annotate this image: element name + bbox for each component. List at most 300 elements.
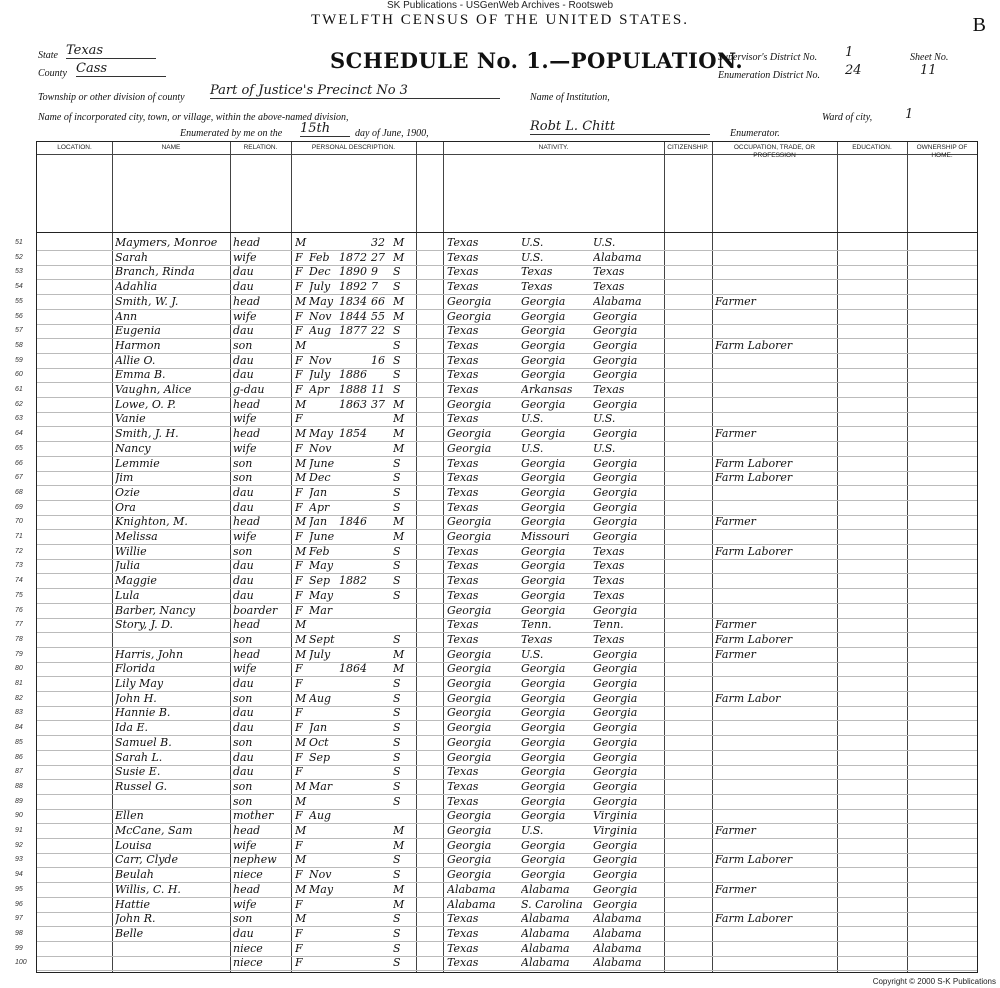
cell-birth: Georgia — [447, 824, 492, 837]
cell-name: Julia — [115, 559, 141, 573]
cell-cond: S — [393, 721, 401, 735]
cell-birth: Texas — [447, 324, 479, 338]
line-number: 70 — [15, 518, 23, 526]
relation-header: RELATION. — [243, 144, 278, 151]
cell-mother: Texas — [593, 632, 625, 646]
table-row — [15, 677, 977, 692]
line-number: 88 — [15, 782, 23, 790]
table-row — [15, 809, 977, 824]
cell-birth: Georgia — [447, 647, 492, 661]
cell-name: Willis, C. H. — [115, 882, 181, 896]
line-number: 86 — [15, 753, 23, 761]
cell-month: June — [309, 530, 335, 543]
schedule-title: SCHEDULE No. 1.—POPULATION. — [330, 48, 744, 73]
cell-cond: S — [393, 912, 401, 926]
table-row — [15, 515, 977, 530]
cell-age: 22 — [371, 324, 385, 338]
cell-rel: dau — [233, 765, 254, 779]
cell-rel: niece — [233, 941, 263, 955]
cell-name: Barber, Nancy — [115, 603, 196, 617]
cell-sex: F — [295, 956, 303, 970]
cell-father: Georgia — [521, 368, 566, 382]
line-number: 51 — [15, 239, 23, 246]
cell-mother: Texas — [593, 280, 625, 294]
cell-mother: Georgia — [593, 691, 638, 705]
table-row — [15, 735, 977, 751]
education-header: EDUCATION. — [852, 144, 892, 151]
cell-mother: Alabama — [593, 926, 642, 940]
cell-month: Sept — [309, 632, 335, 646]
cell-sex: F — [295, 750, 303, 764]
cell-birth: Texas — [447, 383, 479, 396]
cell-rel: son — [233, 779, 253, 793]
cell-month: Jan — [309, 485, 328, 499]
cell-birth: Georgia — [447, 662, 492, 676]
cell-sex: M — [295, 456, 307, 470]
cell-birth: Georgia — [447, 868, 492, 882]
cell-cond: M — [393, 294, 405, 308]
cell-year: 1882 — [339, 574, 367, 588]
cell-father: Georgia — [521, 603, 566, 617]
cell-father: Georgia — [521, 353, 566, 367]
line-number: 56 — [15, 312, 23, 320]
cell-mother: Georgia — [593, 353, 638, 367]
cell-name: Ida E. — [115, 721, 148, 735]
cell-occ: Farmer — [715, 882, 756, 896]
cell-cond: S — [393, 677, 401, 690]
cell-name: Vaughn, Alice — [115, 383, 192, 396]
cell-year: 1877 — [339, 324, 367, 338]
cell-name: Jim — [115, 471, 134, 485]
cell-rel: dau — [233, 368, 254, 382]
cell-mother: Georgia — [593, 735, 638, 749]
cell-sex: F — [295, 677, 303, 690]
cell-rel: dau — [233, 500, 254, 514]
cell-sex: F — [295, 368, 303, 382]
cell-birth: Texas — [447, 794, 479, 808]
cell-mother: Georgia — [593, 309, 638, 323]
cell-father: Georgia — [521, 397, 566, 411]
citizenship-header: CITIZENSHIP. — [667, 144, 709, 151]
cell-name: Vanie — [115, 412, 146, 426]
line-number: 59 — [15, 356, 23, 364]
cell-sex: F — [295, 897, 303, 911]
cell-mother: Texas — [593, 544, 625, 558]
occupation-header: OCCUPATION, TRADE, OR PROFESSION — [733, 144, 816, 159]
census-title: TWELFTH CENSUS OF THE UNITED STATES. — [310, 12, 690, 28]
cell-sex: F — [295, 926, 303, 940]
cell-birth: Alabama — [447, 882, 496, 896]
cell-cond: S — [393, 956, 401, 970]
cell-birth: Texas — [447, 368, 479, 382]
cell-sex: F — [295, 500, 303, 514]
cell-name: Hattie — [115, 897, 151, 911]
cell-sex: M — [295, 912, 307, 926]
cell-mother: Tenn. — [593, 618, 624, 632]
table-row — [15, 706, 977, 721]
line-number: 83 — [15, 709, 23, 717]
cell-father: Texas — [521, 265, 553, 279]
cell-sex: F — [295, 250, 303, 264]
table-row — [15, 530, 977, 545]
table-row — [15, 397, 977, 413]
institution-label: Name of Institution, — [530, 92, 610, 103]
cell-month: Aug — [309, 324, 332, 338]
cell-father: Georgia — [521, 427, 566, 441]
cell-rel: dau — [233, 588, 254, 602]
table-row — [15, 941, 977, 957]
cell-father: Georgia — [521, 853, 566, 867]
cell-mother: Georgia — [593, 456, 638, 470]
cell-father: Alabama — [521, 956, 570, 970]
table-row — [15, 926, 977, 942]
cell-sex: F — [295, 383, 303, 396]
cell-mother: Texas — [593, 574, 625, 588]
county-value: Cass — [76, 61, 166, 77]
cell-sex: M — [295, 853, 307, 867]
enumerator-label: Enumerator. — [730, 128, 780, 139]
ownership-header: OWNERSHIP OF HOME. — [916, 144, 968, 159]
watermark: SK Publications - USGenWeb Archives - Rootsweb — [386, 0, 614, 11]
cell-rel: head — [233, 427, 261, 441]
cell-cond: M — [393, 530, 405, 543]
cell-sex: M — [295, 794, 307, 808]
cell-father: Georgia — [521, 500, 566, 514]
cell-father: Georgia — [521, 456, 566, 470]
copyright: Copyright © 2000 S-K Publications — [872, 977, 996, 986]
cell-mother: Alabama — [593, 941, 642, 955]
cell-cond: M — [393, 882, 405, 896]
cell-father: Georgia — [521, 544, 566, 558]
line-number: 67 — [15, 474, 23, 482]
cell-name: Adahlia — [115, 280, 158, 294]
cell-father: U.S. — [521, 647, 544, 661]
cell-occ: Farm Laborer — [715, 456, 793, 470]
cell-sex: F — [295, 838, 303, 852]
cell-name: Harris, John — [115, 647, 184, 661]
cell-cond: S — [393, 485, 401, 499]
cell-name: Maggie — [115, 574, 157, 588]
cell-cond: M — [393, 662, 405, 676]
cell-rel: wife — [233, 441, 257, 455]
cell-name: Russel G. — [115, 779, 168, 793]
line-number: 52 — [15, 253, 23, 261]
cell-mother: Georgia — [593, 677, 638, 690]
cell-name: Ozie — [115, 485, 140, 499]
cell-mother: Georgia — [593, 853, 638, 867]
line-number: 69 — [15, 503, 23, 511]
cell-occ: Farm Labor — [715, 691, 781, 705]
line-number: 53 — [15, 268, 23, 276]
name-header: NAME — [161, 144, 181, 151]
cell-cond: S — [393, 574, 401, 588]
cell-mother: Georgia — [593, 603, 638, 617]
cell-sex: F — [295, 485, 303, 499]
table-row — [15, 368, 977, 383]
cell-mother: Georgia — [593, 397, 638, 411]
cell-mother: Georgia — [593, 662, 638, 676]
cell-name: Lowe, O. P. — [115, 397, 176, 411]
cell-birth: Georgia — [447, 677, 492, 690]
cell-mother: Georgia — [593, 794, 638, 808]
cell-year: 1834 — [339, 294, 367, 308]
cell-birth: Texas — [447, 618, 479, 632]
cell-name: Louisa — [115, 838, 152, 852]
cell-birth: Texas — [447, 250, 479, 264]
cell-name: Hannie B. — [115, 706, 171, 720]
cell-mother: Georgia — [593, 897, 638, 911]
cell-name: Knighton, M. — [115, 515, 188, 529]
cell-cond: M — [393, 897, 405, 911]
cell-name: Lemmie — [115, 456, 160, 470]
cell-mother: Georgia — [593, 500, 638, 514]
cell-mother: Georgia — [593, 530, 638, 543]
cell-month: July — [309, 368, 331, 382]
cell-name: Smith, W. J. — [115, 294, 179, 308]
cell-birth: Texas — [447, 412, 479, 426]
nativity-header: NATIVITY. — [538, 144, 569, 151]
cell-birth: Texas — [447, 779, 479, 793]
cell-cond: S — [393, 779, 401, 793]
cell-rel: head — [233, 647, 261, 661]
cell-mother: Georgia — [593, 750, 638, 764]
cell-name: Lula — [115, 588, 140, 602]
cell-sex: M — [295, 691, 307, 705]
cell-sex: F — [295, 412, 303, 426]
cell-name: Sarah — [115, 250, 148, 264]
cell-mother: Georgia — [593, 838, 638, 852]
day-of-label: day of June, 1900, — [355, 128, 429, 139]
cell-name: McCane, Sam — [115, 824, 193, 837]
cell-birth: Texas — [447, 338, 479, 352]
cell-birth: Texas — [447, 265, 479, 279]
cell-cond: S — [393, 338, 401, 352]
cell-rel: wife — [233, 897, 257, 911]
cell-birth: Georgia — [447, 397, 492, 411]
cell-month: Feb — [309, 544, 330, 558]
cell-cond: S — [393, 265, 401, 279]
cell-cond: M — [393, 838, 405, 852]
table-row — [15, 691, 977, 707]
cell-father: Texas — [521, 632, 553, 646]
cell-occ: Farmer — [715, 515, 756, 529]
cell-sex: F — [295, 441, 303, 455]
cell-rel: head — [233, 882, 261, 896]
cell-sex: M — [295, 294, 307, 308]
cell-rel: boarder — [233, 603, 278, 617]
cell-rel: head — [233, 824, 261, 837]
cell-father: Georgia — [521, 662, 566, 676]
cell-sex: F — [295, 324, 303, 338]
line-number: 66 — [15, 459, 23, 467]
cell-father: Arkansas — [521, 383, 573, 396]
table-row — [15, 441, 977, 457]
cell-mother: Virginia — [593, 824, 638, 837]
cell-name: Smith, J. H. — [115, 427, 179, 441]
cell-rel: dau — [233, 485, 254, 499]
line-number: 92 — [15, 841, 23, 849]
cell-mother: Texas — [593, 588, 625, 602]
cell-name: Maymers, Monroe — [115, 236, 218, 249]
cell-sex: F — [295, 809, 303, 823]
cell-father: Georgia — [521, 735, 566, 749]
cell-rel: son — [233, 632, 253, 646]
cell-name: Ann — [115, 309, 138, 323]
ward-value: 1 — [905, 107, 914, 122]
line-number: 74 — [15, 577, 23, 585]
cell-father: Georgia — [521, 559, 566, 573]
enumerated-label: Enumerated by me on the — [180, 128, 283, 139]
cell-cond: S — [393, 383, 401, 396]
table-row — [15, 338, 977, 354]
cell-rel: wife — [233, 309, 257, 323]
cell-birth: Texas — [447, 574, 479, 588]
table-row — [15, 838, 977, 854]
cell-year: 1846 — [339, 515, 367, 529]
cell-sex: F — [295, 721, 303, 735]
cell-cond: S — [393, 691, 401, 705]
cell-rel: dau — [233, 265, 254, 279]
cell-age: 66 — [371, 294, 385, 308]
cell-father: Georgia — [521, 309, 566, 323]
cell-name: Allie O. — [115, 353, 156, 367]
cell-mother: Georgia — [593, 706, 638, 720]
line-number: 72 — [15, 547, 23, 555]
cell-rel: dau — [233, 574, 254, 588]
table-row — [15, 294, 977, 310]
cell-cond: M — [393, 441, 405, 455]
sheet-value: 11 — [920, 63, 937, 78]
cell-occ: Farmer — [715, 647, 756, 661]
cell-name: Ellen — [115, 809, 144, 823]
cell-mother: U.S. — [593, 236, 616, 249]
cell-birth: Georgia — [447, 838, 492, 852]
cell-name: Branch, Rinda — [115, 265, 195, 279]
cell-age: 9 — [371, 265, 378, 279]
cell-cond: S — [393, 456, 401, 470]
cell-father: U.S. — [521, 824, 544, 837]
cell-birth: Texas — [447, 956, 479, 970]
cell-rel: son — [233, 735, 253, 749]
cell-cond: M — [393, 412, 405, 426]
cell-rel: dau — [233, 559, 254, 573]
cell-name: Harmon — [115, 338, 161, 352]
cell-month: Dec — [309, 471, 331, 485]
cell-birth: Texas — [447, 485, 479, 499]
cell-cond: S — [393, 706, 401, 720]
table-row — [15, 265, 977, 280]
cell-name: Ora — [115, 500, 136, 514]
cell-rel: son — [233, 456, 253, 470]
cell-rel: niece — [233, 956, 263, 970]
cell-sex: F — [295, 559, 303, 573]
cell-father: Georgia — [521, 691, 566, 705]
cell-age: 11 — [371, 383, 385, 396]
line-number: 95 — [15, 885, 23, 893]
cell-sex: M — [295, 515, 307, 529]
cell-age: 27 — [371, 250, 385, 264]
table-row — [15, 912, 977, 927]
table-row — [15, 750, 977, 766]
cell-month: May — [309, 559, 334, 573]
line-number: 94 — [15, 871, 23, 879]
line-number: 80 — [15, 665, 23, 673]
cell-father: Georgia — [521, 750, 566, 764]
cell-sex: M — [295, 544, 307, 558]
cell-rel: son — [233, 338, 253, 352]
cell-birth: Texas — [447, 280, 479, 294]
cell-rel: head — [233, 515, 261, 529]
cell-sex: F — [295, 280, 303, 294]
table-row — [15, 500, 977, 516]
cell-cond: S — [393, 368, 401, 382]
supervisor-label: Supervisor's District No. — [718, 52, 818, 63]
cell-sex: F — [295, 588, 303, 602]
cell-name: Melissa — [115, 530, 158, 543]
cell-age: 37 — [371, 397, 385, 411]
line-number: 54 — [15, 283, 23, 291]
cell-cond: S — [393, 559, 401, 573]
cell-birth: Georgia — [447, 427, 492, 441]
census-grid — [15, 141, 978, 973]
line-number: 79 — [15, 650, 23, 658]
cell-year: 1886 — [339, 368, 367, 382]
cell-sex: F — [295, 706, 303, 720]
line-number: 63 — [15, 415, 23, 423]
cell-year: 1888 — [339, 383, 367, 396]
cell-sex: F — [295, 574, 303, 588]
cell-rel: wife — [233, 662, 257, 676]
sheet-label: Sheet No. — [910, 52, 949, 63]
cell-mother: Virginia — [593, 809, 638, 823]
cell-name: John H. — [115, 691, 157, 705]
table-row — [15, 765, 977, 780]
cell-month: Apr — [309, 383, 330, 396]
cell-father: Georgia — [521, 794, 566, 808]
cell-occ: Farm Laborer — [715, 853, 793, 867]
cell-month: Aug — [309, 809, 332, 823]
cell-occ: Farmer — [715, 294, 756, 308]
cell-month: Sep — [309, 750, 331, 764]
cell-birth: Texas — [447, 353, 479, 367]
cell-father: Alabama — [521, 941, 570, 955]
cell-father: U.S. — [521, 236, 544, 249]
cell-occ: Farm Laborer — [715, 912, 793, 926]
table-row — [15, 559, 977, 574]
cell-age: 7 — [371, 280, 378, 294]
cell-cond: S — [393, 926, 401, 940]
cell-month: Mar — [309, 779, 333, 793]
cell-cond: S — [393, 735, 401, 749]
cell-mother: U.S. — [593, 441, 616, 455]
cell-father: U.S. — [521, 250, 544, 264]
cell-name: John R. — [115, 912, 156, 926]
cell-sex: M — [295, 427, 307, 441]
table-row — [15, 236, 977, 251]
table-row — [15, 779, 977, 795]
cell-cond: M — [393, 250, 405, 264]
table-row — [15, 618, 977, 633]
cell-name: Samuel B. — [115, 735, 172, 749]
cell-rel: dau — [233, 721, 254, 735]
cell-mother: Georgia — [593, 647, 638, 661]
table-row — [15, 471, 977, 486]
cell-cond: S — [393, 588, 401, 602]
cell-year: 1863 — [339, 397, 367, 411]
line-number: 93 — [15, 856, 23, 864]
cell-rel: dau — [233, 677, 254, 690]
cell-month: Jan — [309, 721, 328, 735]
